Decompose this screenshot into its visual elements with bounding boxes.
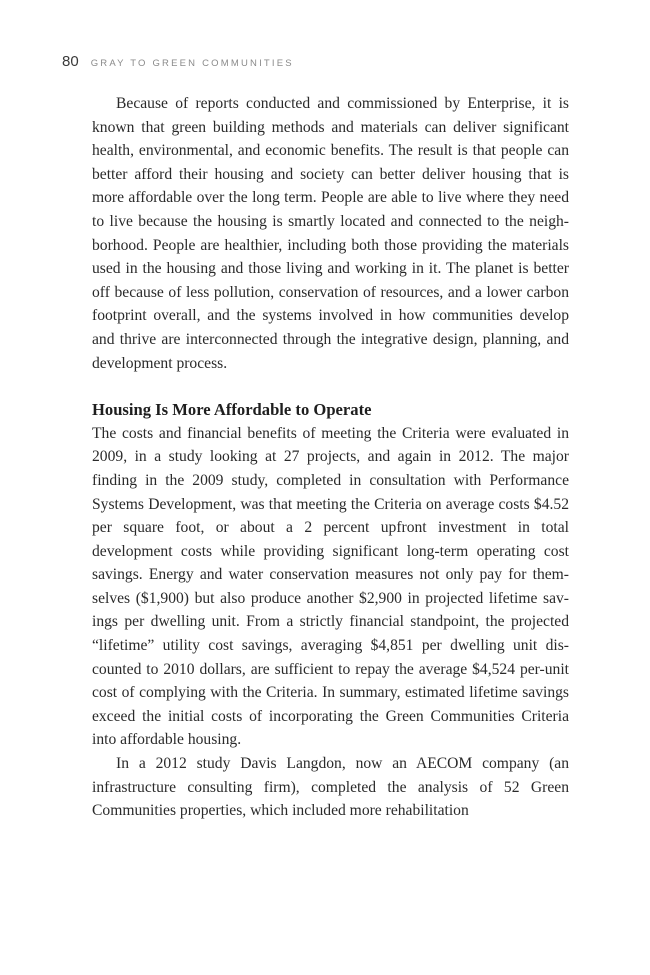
body-paragraph: In a 2012 study Davis Langdon, now an AECOM company (an infrastructure consulting firm), completed the analysis of 52 Green Communities properties, which included more rehabilitation xyxy=(92,755,569,820)
page-number: 80 xyxy=(62,53,79,70)
page-body xyxy=(92,92,569,823)
section-heading: Housing Is More Affordable to Operate xyxy=(92,400,372,420)
book-title: GRAY TO GREEN COMMUNITIES xyxy=(90,58,294,69)
body-paragraph: The costs and financial benefits of meeting the Criteria were evaluated in 2009, in a study looking at 27 projects, and again in 2012. The major finding in the 2009 study, completed in consultation with Performance Systems Development, was that meeting the Criteria on average costs $4.52 per square foot, or about a 2 percent upfront investment in total development costs while providing significant long-term operating cost savings. Energy and water conservation measures not only pay for themselves ($1,900) but also produce another $2,900 in projected lifetime savings per dwelling unit. From a strictly financial standpoint, the projected “lifetime” utility cost savings, averaging $4,851 per dwelling unit discounted to 2010 dollars, are sufficient to repay the average $4,524 per-unit cost of complying with the Criteria. In summary, estimated lifetime savings exceed the initial costs of incorporating the Green Communities Criteria into affordable housing. xyxy=(92,424,569,749)
running-head xyxy=(62,53,294,70)
body-paragraph: Because of reports conducted and commissioned by Enterprise, it is known that green building methods and materials can deliver significant health, environmental, and economic benefits. The result is that people can better afford their housing and society can better deliver housing that is more affordable over the long term. People are able to live where they need to live because the housing is smartly located and connected to the neighborhood. People are healthier, including both those providing the materials used in the housing and those living and working in it. The planet is better off because of less pollution, conservation of resources, and a lower carbon footprint overall, and the systems involved in how communities develop and thrive are interconnected through the integrative design, planning, and development process. xyxy=(92,95,569,372)
